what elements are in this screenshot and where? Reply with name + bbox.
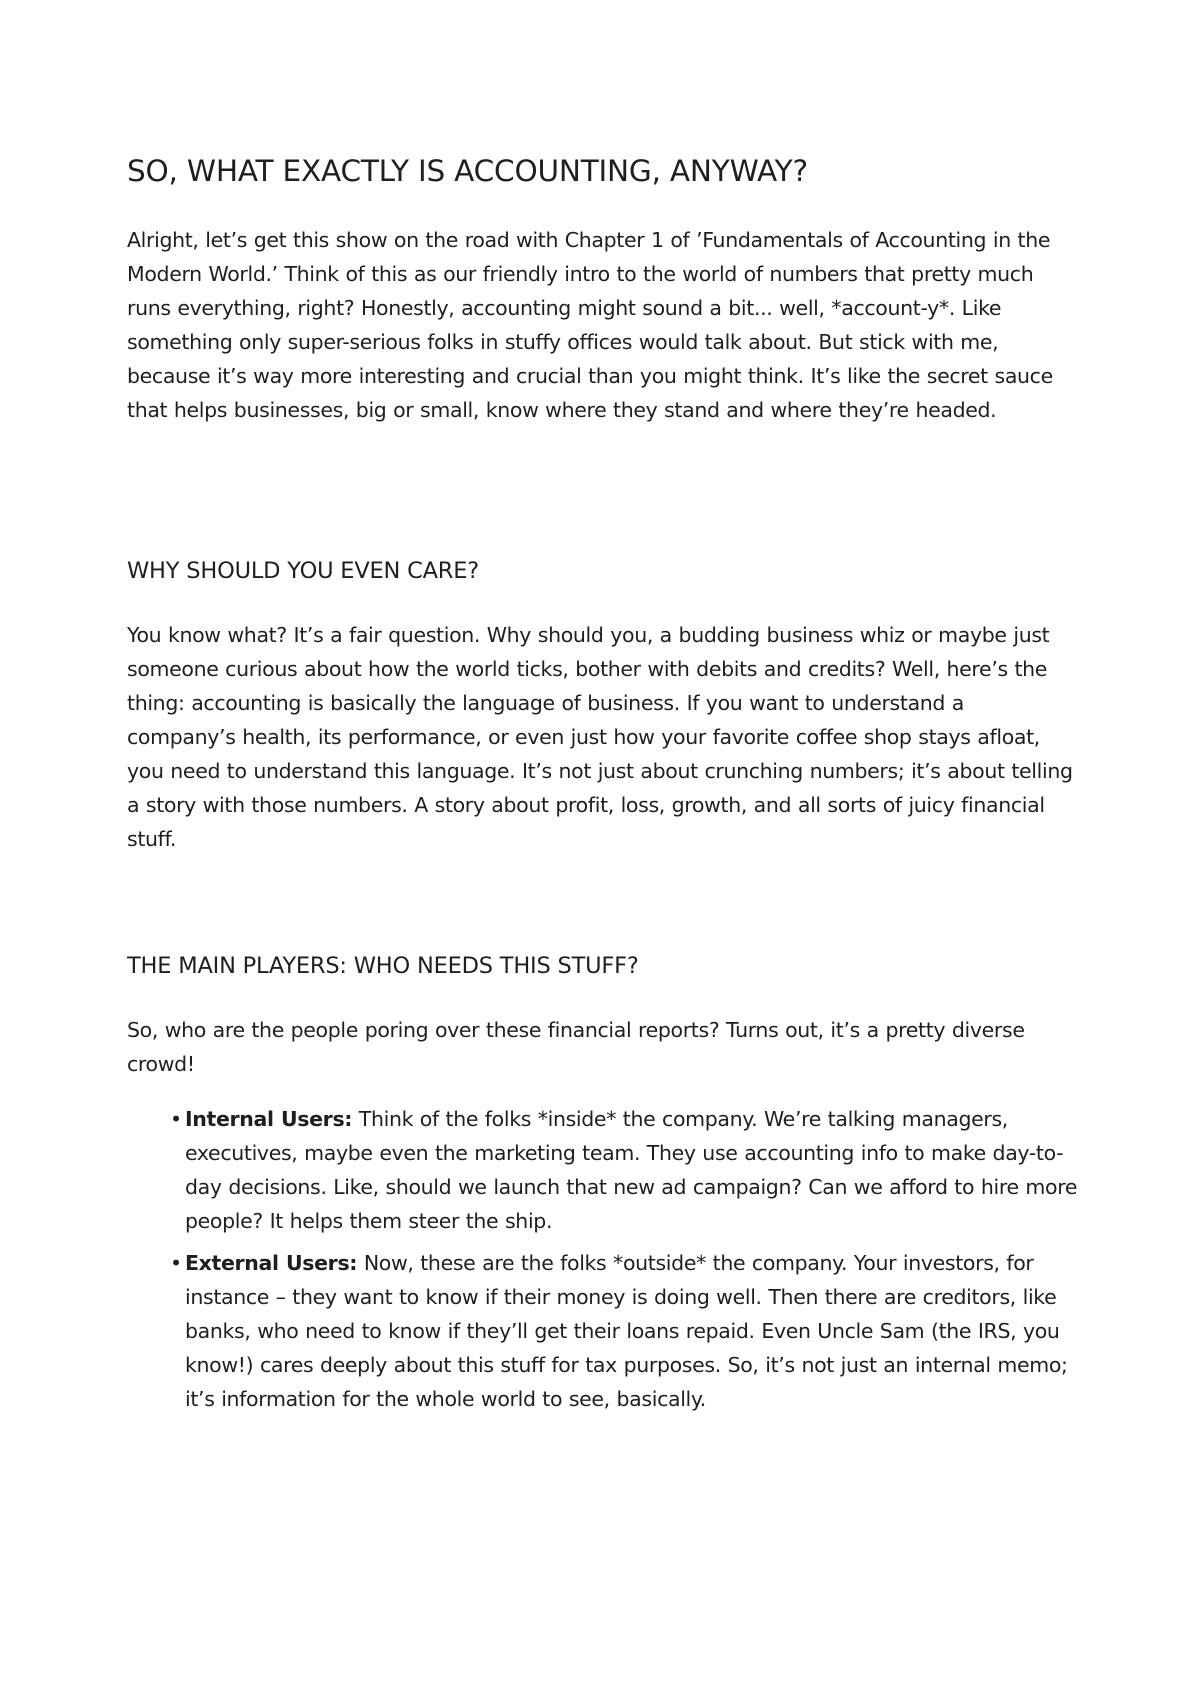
section-heading-why-care: WHY SHOULD YOU EVEN CARE? <box>127 558 480 584</box>
list-item-internal-users <box>170 1102 1082 1238</box>
page-title: SO, WHAT EXACTLY IS ACCOUNTING, ANYWAY? <box>127 154 808 188</box>
bullet-term: Internal Users: <box>185 1107 353 1131</box>
bullet-marker: • <box>170 1107 182 1131</box>
users-bullet-list <box>170 1102 1082 1424</box>
bullet-marker: • <box>170 1251 182 1275</box>
bullet-text: Now, these are the folks *outside* the company. Your investors, for instance – they want to know if their money is doing well. Then there are creditors, like banks, who need to know if they’ll get their loans repaid. Even Uncle Sam (the IRS, you know!) cares deeply about this stuff for tax purposes. So, it’s not just an internal memo; it’s information for the whole world to see, basically. <box>185 1251 1068 1411</box>
list-item-external-users <box>170 1246 1082 1416</box>
bullet-term: External Users: <box>185 1251 358 1275</box>
why-care-paragraph: You know what? It’s a fair question. Why should you, a budding business whiz or maybe just someone curious about how the world ticks, bother with debits and credits? Well, here’s the thing: accounting is basically the language of business. If you want to understand a company’s health, its performance, or even just how your favorite coffee shop stays afloat, you need to understand this language. It’s not just about crunching numbers; it’s about telling a story with those numbers. A story about profit, loss, growth, and all sorts of juicy financial stuff. <box>127 623 1073 851</box>
intro-paragraph: Alright, let’s get this show on the road with Chapter 1 of ’Fundamentals of Accounting in the Modern World.’ Think of this as our friendly intro to the world of numbers that pretty much runs everything, right? Honestly, accounting might sound a bit... well, *account-y*. Like something only super-serious folks in stuffy offices would talk about. But stick with me, because it’s way more interesting and crucial than you might think. It’s like the secret sauce that helps businesses, big or small, know where they stand and where they’re headed. <box>127 228 1053 422</box>
main-players-paragraph: So, who are the people poring over these financial reports? Turns out, it’s a pretty diverse crowd! <box>127 1018 1025 1076</box>
bullet-text: Think of the folks *inside* the company. We’re talking managers, executives, maybe even the marketing team. They use accounting info to make day-to-day decisions. Like, should we launch that new ad campaign? Can we afford to hire more people? It helps them steer the ship. <box>185 1107 1078 1233</box>
section-heading-main-players: THE MAIN PLAYERS: WHO NEEDS THIS STUFF? <box>127 953 639 979</box>
